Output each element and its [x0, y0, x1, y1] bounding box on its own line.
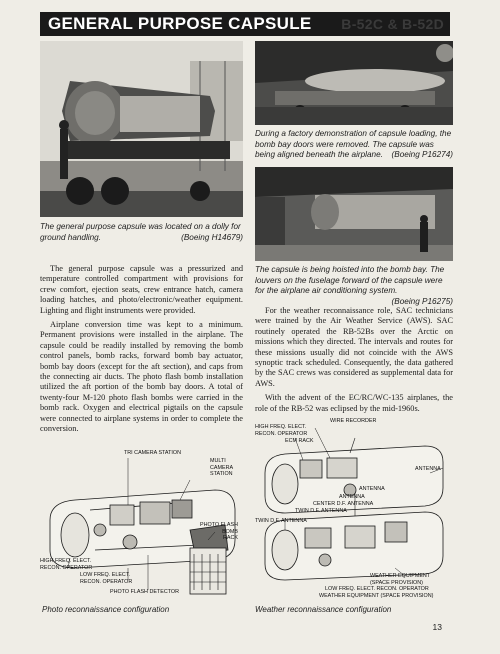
photo-ref-hoisted: (Boeing P16275) — [391, 296, 453, 306]
photo-capsule-hoisted — [255, 167, 453, 261]
label-photo-flash-detector: PHOTO FLASH DETECTOR — [110, 589, 179, 595]
label-antenna-right: ANTENNA — [415, 466, 441, 472]
photo-capsule-loading — [255, 41, 453, 125]
label-multi-camera-station: MULTI CAMERA STATION — [210, 458, 234, 477]
photo-caption-hoisted: The capsule is being hoisted into the bomb bay. The louvers on the fuselage forward of the capsule were for the airplane air conditioning system. (Boeing P16275) — [255, 265, 453, 306]
label-twin-df-antenna-2: TWIN D.F. ANTENNA — [255, 518, 307, 524]
label-weather-equipment-1: WEATHER EQUIPMENT (SPACE PROVISION) — [370, 573, 431, 586]
label-ecm-rack: ECM RACK — [285, 438, 314, 444]
section-title-bar — [40, 12, 450, 36]
photo-caption-loading: During a factory demonstration of capsule loading, the bomb bay doors were removed. The capsule was being aligned beneath the airplane. (Boeing P16274) — [255, 129, 453, 159]
label-center-df-antenna: CENTER D.F. ANTENNA — [313, 501, 374, 507]
body-paragraph: The general purpose capsule was a pressurized and temperature controlled compartment with provisions for crew comfort, ejection seats, crew entrance hatch, camera loading hatches, and photo/electronic/weather equipment. Lighting and flight instruments were provided. — [40, 264, 243, 315]
label-high-freq-operator-weather: HIGH FREQ. ELECT. RECON. OPERATOR — [255, 424, 308, 437]
diagram-caption-photo-recon: Photo reconnaissance configuration — [42, 605, 170, 614]
body-column-right — [255, 306, 453, 418]
label-antenna-2: ANTENNA — [339, 494, 365, 500]
photo-caption-dolly: The general purpose capsule was located on a dolly for ground handling. (Boeing H14679) — [40, 222, 243, 242]
photo-ref-dolly: (Boeing H14679) — [181, 232, 243, 242]
label-low-freq-operator-weather: LOW FREQ. ELECT. RECON. OPERATOR — [325, 586, 429, 592]
photo-capsule-on-dolly — [40, 41, 243, 217]
label-tri-camera-station: TRI CAMERA STATION — [124, 450, 182, 456]
body-paragraph: Airplane conversion time was kept to a minimum. Permanent provisions were installed in the airplane. The capsule could be readily installed by removing the bomb control panels, bomb racks, forward bomb bay actuator, bomb bay doors (except for the aft section), and caps from the connecting air ducts. The photo flash bomb installation utilized the aft portion of the bomb bay doors. A total of twenty-four M-120 photo flash bombs were carried in the bomb rack. Oxygen and electrical pigtails on the capsule were connected to airplane systems in order to complete the conversion. — [40, 320, 243, 434]
section-title: GENERAL PURPOSE CAPSULE — [48, 14, 312, 33]
diagram-caption-weather-recon: Weather reconnaissance configuration — [255, 605, 392, 614]
body-paragraph: For the weather reconnaissance role, SAC technicians were trained by the Air Weather Service (AWS). SAC routinely operated the RB-52Bs over the Arctic on missions which they directed. The intervals and routes for these missions usually did not coincide with the AWS synoptic track scheduled. Consequently, the data gathered by the SAC crews was considered as supplemental data for AWS. — [255, 306, 453, 388]
label-high-freq-operator: HIGH FREQ. ELECT. RECON. OPERATOR — [40, 558, 93, 571]
label-antenna-1: ANTENNA — [359, 486, 385, 492]
label-photo-flash-bomb-rack: PHOTO FLASH BOMB RACK — [200, 522, 238, 541]
photo-ref-loading: (Boeing P16274) — [391, 150, 453, 159]
label-weather-equipment-2: WEATHER EQUIPMENT (SPACE PROVISION) — [319, 593, 434, 599]
page-number: 13 — [432, 622, 442, 632]
body-column-left — [40, 264, 243, 439]
body-paragraph: With the advent of the EC/RC/WC-135 airplanes, the role of the RB-52 was eclipsed by the mid-1960s. — [255, 393, 453, 413]
label-wire-recorder: WIRE RECORDER — [330, 418, 377, 424]
bleed-through-heading: B-52C & B-52D — [341, 16, 444, 32]
label-low-freq-operator: LOW FREQ. ELECT. RECON. OPERATOR — [80, 572, 133, 585]
label-twin-df-antenna-1: TWIN D.F. ANTENNA — [295, 508, 347, 514]
diagram-photo-recon — [40, 450, 250, 600]
diagram-weather-recon — [255, 418, 455, 603]
